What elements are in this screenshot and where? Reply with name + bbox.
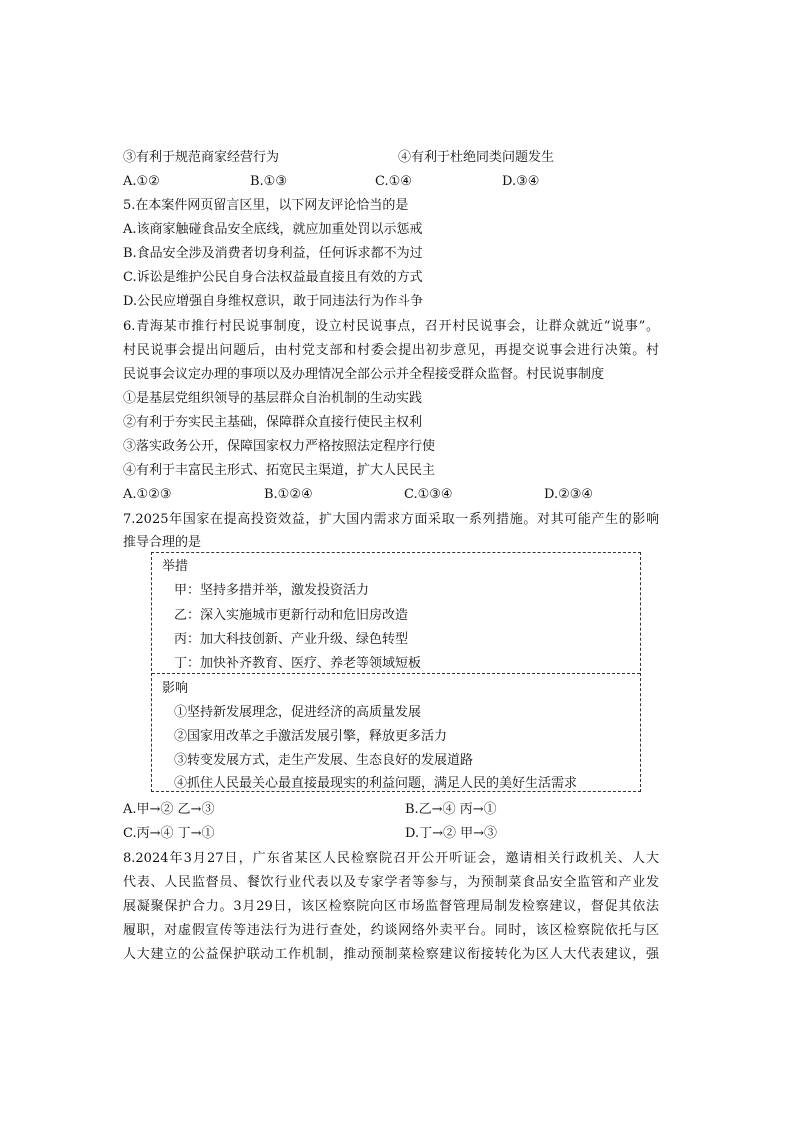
q5-stem: 5.在本案件网页留言区里，以下网友评论恰当的是 — [123, 198, 409, 213]
q4-option-c: C.①④ — [375, 174, 412, 189]
q7-stem-line-1: 7.2025年国家在提高投资效益，扩大国内需求方面采取一系列措施。对其可能产生的影响 — [123, 512, 659, 527]
q6-item-2: ②有利于夯实民主基础，保障群众直接行使民主权利 — [123, 415, 423, 430]
q5-option-b: B.食品安全涉及消费者切身利益，任何诉求都不为过 — [123, 246, 423, 261]
q4-option-d: D.③④ — [502, 174, 540, 189]
q6-option-d: D.②③④ — [544, 487, 594, 502]
q5-option-c: C.诉讼是维护公民自身合法权益最直接且有效的方式 — [123, 270, 423, 285]
q8-line-5: 人大建立的公益保护联动工作机制，推动预制菜检察建议衔接转化为区人大代表建议，强 — [123, 947, 659, 962]
q5-option-d: D.公民应增强自身维权意识，敢于同违法行为作斗争 — [123, 294, 424, 309]
q8-line-4: 履职，对虚假宣传等违法行为进行查处，约谈网络外卖平台。同时，该区检察院依托与区 — [123, 923, 659, 938]
q4-item-4: ④有利于杜绝同类问题发生 — [398, 150, 555, 165]
q8-line-2: 代表、人民监督员、餐饮行业代表以及专家学者等参与，为预制菜食品安全监管和产业发 — [123, 875, 659, 890]
q7-option-c: C.丙→④ 丁→① — [123, 826, 215, 841]
q7-option-b: B.乙→④ 丙→① — [405, 802, 497, 817]
measure-ding: 丁：加快补齐教育、医疗、养老等领域短板 — [174, 656, 422, 671]
effect-2: ②国家用改革之手激活发展引擎，释放更多活力 — [174, 729, 448, 744]
q7-measures-effects-box — [151, 552, 641, 792]
effect-4: ④抓住人民最关心最直接最现实的利益问题，满足人民的美好生活需求 — [174, 776, 578, 791]
effect-3: ③转变发展方式，走生产发展、生态良好的发展道路 — [174, 753, 474, 768]
q6-item-1: ①是基层党组织领导的基层群众自治机制的生动实践 — [123, 391, 423, 406]
measure-bing: 丙：加大科技创新、产业升级、绿色转型 — [174, 632, 409, 647]
q6-option-c: C.①③④ — [404, 487, 453, 502]
q4-option-a: A.①② — [123, 174, 160, 189]
effects-title: 影响 — [162, 681, 189, 696]
q8-line-3: 展凝聚保护合力。3月29日，该区检察院向区市场监督管理局制发检察建议，督促其依法 — [123, 899, 659, 914]
measures-title: 举措 — [162, 559, 189, 574]
q6-item-3: ③落实政务公开，保障国家权力严格按照法定程序行使 — [123, 439, 436, 454]
q6-option-b: B.①②④ — [264, 487, 313, 502]
q6-option-a: A.①②③ — [123, 487, 172, 502]
q4-option-b: B.①③ — [250, 174, 287, 189]
q6-stem-line-3: 民说事会议定办理的事项以及办理情况全部公示并全程接受群众监督。村民说事制度 — [123, 367, 605, 382]
q8-line-1: 8.2024年3月27日，广东省某区人民检察院召开公开听证会，邀请相关行政机关、人大 — [123, 851, 659, 866]
q5-option-a: A.该商家触碰食品安全底线，就应加重处罚以示惩戒 — [123, 222, 423, 237]
effect-1: ①坚持新发展理念，促进经济的高质量发展 — [174, 705, 422, 720]
q7-stem-line-2: 推导合理的是 — [123, 535, 202, 550]
q4-item-3: ③有利于规范商家经营行为 — [123, 150, 280, 165]
q6-stem-line-1: 6.青海某市推行村民说事制度，设立村民说事点，召开村民说事会，让群众就近“说事”。 — [123, 319, 659, 334]
q7-option-d: D.丁→② 甲→③ — [405, 826, 498, 841]
q7-option-a: A.甲→② 乙→③ — [123, 802, 215, 817]
measure-jia: 甲：坚持多措并举，激发投资活力 — [174, 583, 370, 598]
q6-item-4: ④有利于丰富民主形式、拓宽民主渠道，扩大人民民主 — [123, 463, 436, 478]
box-divider — [152, 673, 640, 674]
measure-yi: 乙：深入实施城市更新行动和危旧房改造 — [174, 608, 409, 623]
q6-stem-line-2: 村民说事会提出问题后，由村党支部和村委会提出初步意见，再提交说事会进行决策。村 — [123, 343, 659, 358]
